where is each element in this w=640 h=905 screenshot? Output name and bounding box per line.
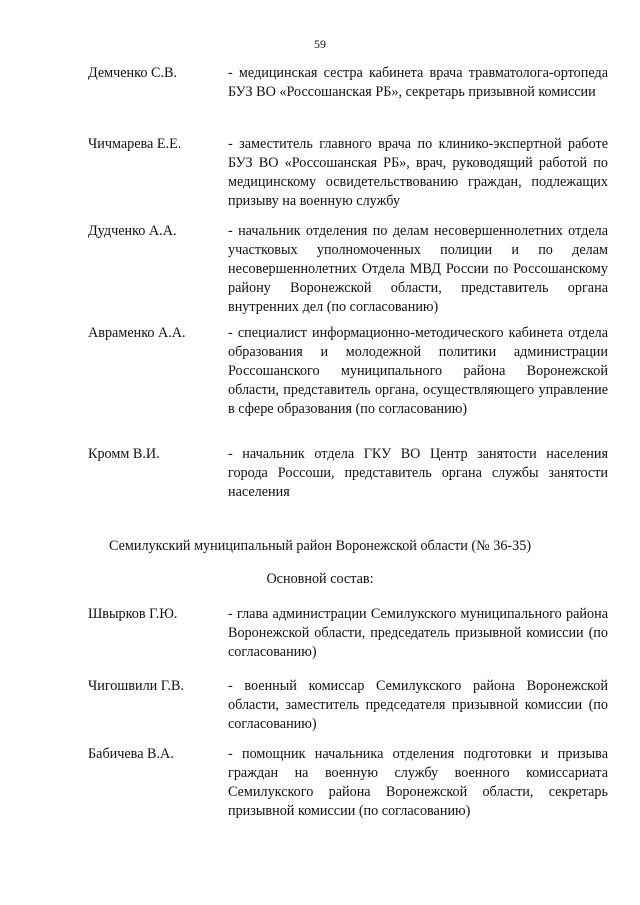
section-subtitle: Основной состав: (266, 571, 374, 587)
member-description: - глава администрации Семилукского муниципального района Воронежской области, председатель призывной комиссии (по согласованию) (228, 606, 608, 660)
member-description: - специалист информационно-методического кабинета отдела образования и молодежной политики администрации Россошанского муниципального района Воронежской области, представитель органа, осуществляющего управление в сфере образования (по согласованию) (228, 325, 608, 417)
page-number: 59 (314, 37, 326, 51)
member-description: - начальник отделения по делам несовершеннолетних отдела участковых уполномоченных полиции и по делам несовершеннолетних Отдела МВД России по Россошанскому району Воронежской области, представитель органа внутренних дел (по согласованию) (228, 223, 608, 315)
member-name: Дудченко А.А. (88, 223, 177, 239)
section-title: Семилукский муниципальный район Воронежской области (№ 36-35) (108, 538, 532, 554)
member-name: Чичмарева Е.Е. (88, 136, 182, 152)
member-name: Авраменко А.А. (88, 325, 186, 341)
member-name: Демченко С.В. (88, 65, 177, 81)
member-description: - начальник отдела ГКУ ВО Центр занятости населения города Россоши, представитель органа службы занятости населения (228, 446, 608, 500)
member-description: - военный комиссар Семилукского района Воронежской области, заместитель председателя призывной комиссии (по согласованию) (228, 678, 608, 732)
member-name: Бабичева В.А. (88, 746, 174, 762)
member-name: Кромм В.И. (88, 446, 160, 462)
member-name: Швырков Г.Ю. (88, 606, 178, 622)
member-description: - заместитель главного врача по клинико-экспертной работе БУЗ ВО «Россошанская РБ», врач, руководящий работой по медицинскому освидетельствованию граждан, подлежащих призыву на военную службу (228, 136, 608, 209)
member-description: - медицинская сестра кабинета врача травматолога-ортопеда БУЗ ВО «Россошанская РБ», секретарь призывной комиссии (228, 65, 608, 100)
member-name: Чигошвили Г.В. (88, 678, 184, 694)
member-description: - помощник начальника отделения подготовки и призыва граждан на военную службу военного комиссариата Семилукского района Воронежской области, секретарь призывной комиссии (по согласованию) (228, 746, 608, 819)
